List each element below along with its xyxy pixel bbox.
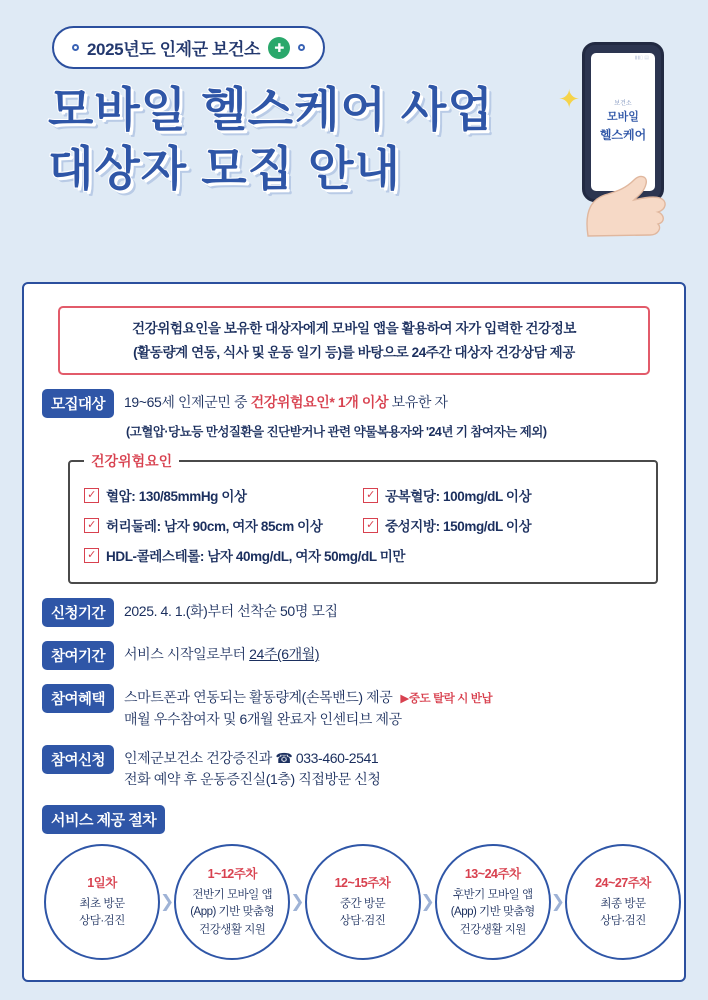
contact-line-1: 인제군보건소 건강증진과 ☎ 033-460-2541 (124, 749, 379, 766)
process-step-line: 상담·검진 (600, 915, 646, 927)
benefit-line-1: 스마트폰과 연동되는 활동량계(손목밴드) 제공 (124, 689, 393, 706)
risk-item-label: HDL-콜레스테롤: 남자 40mg/dL, 여자 50mg/dL 미만 (106, 549, 406, 565)
notice-line-2: (활동량계 연동, 식사 및 운동 일기 등)를 바탕으로 24주간 대상자 건강상담 제공 (133, 344, 575, 360)
process-step-title: 12~15주차 (334, 876, 391, 890)
check-icon: ✓ (363, 518, 378, 533)
check-icon: ✓ (84, 488, 99, 503)
benefit-return-note: ▶중도 탈락 시 반납 (400, 693, 493, 706)
process-step-line: 최초 방문 (79, 897, 125, 910)
phone-screen-line3: 헬스케어 (599, 127, 647, 142)
risk-item-label: 중성지방: 150mg/dL 이상 (385, 519, 532, 535)
process-step-line: 상담·검진 (339, 915, 386, 927)
process-arrow-icon: ❯ (160, 892, 175, 912)
contact-text (124, 745, 380, 791)
process-step (435, 844, 551, 960)
dot-right-icon (298, 44, 305, 51)
risk-factor-box (68, 453, 658, 584)
process-step (565, 844, 681, 960)
join-period-tag: 참여기간 (42, 641, 114, 670)
process-step-line: 건강생활 지원 (199, 923, 266, 936)
benefit-line-2: 매월 우수참여자 및 6개월 완료자 인센티브 제공 (124, 711, 402, 728)
check-icon: ✓ (84, 548, 99, 563)
hand-icon (568, 158, 678, 238)
process-arrow-icon: ❯ (420, 892, 435, 912)
phone-statusbar: ▮▮▯ ▤ (634, 55, 649, 61)
benefit-tag: 참여혜택 (42, 684, 114, 713)
risk-item (84, 480, 363, 510)
phone-screen-line2: 모바일 (607, 111, 639, 124)
risk-item (84, 510, 363, 540)
title-line-2: 대상자 모집 안내 (48, 141, 401, 195)
risk-item (363, 510, 642, 540)
process-step-line: (App) 기반 맞춤형 (450, 906, 535, 919)
header-badge-label: 2025년도 인제군 보건소 (87, 40, 261, 59)
join-period-text-before: 서비스 시작일로부터 (124, 646, 250, 663)
risk-item-label: 혈압: 130/85mmHg 이상 (106, 489, 247, 505)
process-step-line: (App) 기반 맞춤형 (190, 906, 275, 919)
health-center-mark-icon: ✚ (268, 37, 290, 59)
process-step-line: 최종 방문 (600, 897, 646, 910)
risk-factor-grid (84, 480, 642, 570)
process-step (305, 844, 421, 960)
contact-tag: 참여신청 (42, 745, 114, 774)
title-line-1: 모바일 헬스케어 사업 (48, 83, 494, 136)
risk-item (84, 540, 642, 570)
process-step-line: 상담·검진 (79, 915, 125, 927)
process-steps (42, 844, 666, 960)
process-arrow-icon: ❯ (290, 892, 305, 912)
sparkle-icon: ✦ (558, 84, 580, 114)
process-arrow-icon: ❯ (550, 892, 565, 912)
join-period-underline: 24주(6개월) (249, 646, 320, 663)
risk-item (363, 480, 642, 510)
target-text-after: 보유한 자 (388, 394, 448, 411)
contact-line-2: 전화 예약 후 운동증진실(1층) 직접방문 신청 (124, 771, 381, 788)
section-benefit (42, 684, 666, 731)
notice-box (58, 306, 650, 375)
process-step (44, 844, 160, 960)
risk-factor-legend: 건강위험요인 (84, 451, 179, 471)
section-apply-period (42, 598, 666, 627)
process-step-title: 1일차 (87, 876, 117, 890)
phone-screen-line1: 보건소 (614, 101, 632, 108)
content-card (22, 282, 686, 982)
process-step-line: 후반기 모바일 앱 (452, 889, 533, 902)
process-tag: 서비스 제공 절차 (42, 805, 165, 834)
apply-period-tag: 신청기간 (42, 598, 114, 627)
process-step-title: 13~24주차 (464, 867, 521, 882)
risk-item-label: 공복혈당: 100mg/dL 이상 (385, 489, 532, 505)
benefit-text (124, 684, 492, 731)
target-note: (고혈압·당뇨등 만성질환을 진단받거나 관련 약물복용자와 '24년 기 참여자는 제외) (126, 425, 547, 440)
target-text-highlight: 건강위험요인* 1개 이상 (250, 394, 389, 411)
target-text (124, 389, 448, 414)
process-step-line: 건강생활 지원 (459, 923, 526, 936)
section-target (42, 389, 666, 418)
process-step-title: 24~27주차 (595, 876, 651, 890)
target-text-before: 19~65세 인제군민 중 (124, 394, 251, 411)
header-badge (52, 26, 325, 69)
join-period-text (124, 641, 319, 666)
check-icon: ✓ (84, 518, 99, 533)
process-step-title: 1~12주차 (207, 867, 257, 882)
check-icon: ✓ (363, 488, 378, 503)
section-process-header (42, 805, 666, 834)
process-step (174, 844, 290, 960)
section-contact (42, 745, 666, 791)
process-step-line: 전반기 모바일 앱 (192, 889, 273, 902)
target-tag: 모집대상 (42, 389, 114, 418)
apply-period-text: 2025. 4. 1.(화)부터 선착순 50명 모집 (124, 603, 338, 620)
poster-header (0, 0, 708, 260)
risk-item-label: 허리둘레: 남자 90cm, 여자 85cm 이상 (106, 519, 323, 535)
notice-line-1: 건강위험요인을 보유한 대상자에게 모바일 앱을 활용하여 자가 입력한 건강정보 (132, 321, 576, 336)
section-join-period (42, 641, 666, 670)
dot-left-icon (72, 44, 79, 51)
process-step-line: 중간 방문 (339, 897, 386, 910)
